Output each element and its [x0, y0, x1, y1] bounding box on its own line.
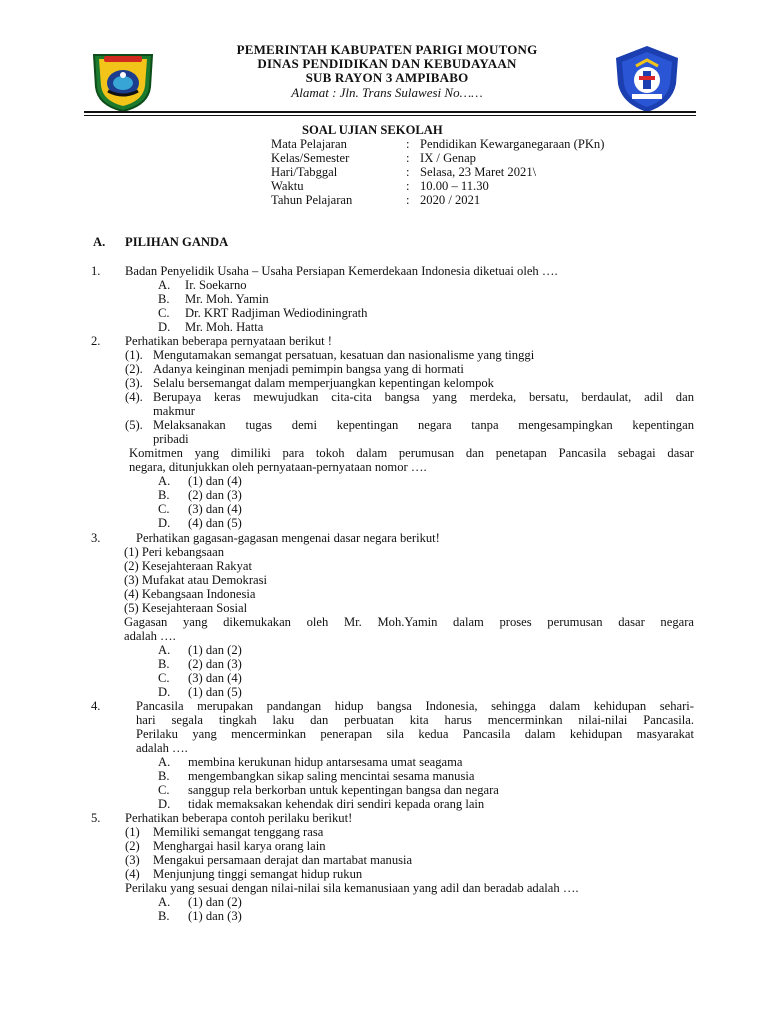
info-label-time: Waktu: [271, 179, 304, 193]
info-colon: :: [406, 179, 410, 193]
option-letter: B.: [158, 657, 170, 671]
idea-item: (2) Kesejahteraan Rakyat: [124, 559, 252, 573]
statement-text: Melaksanakan tugas demi kepentingan negara tanpa mengesampingkan kepentingan: [153, 418, 694, 432]
question-prompt-continued: negara, ditunjukkan oleh pernyataan-pernyataan nomor ….: [129, 460, 427, 474]
option-text: membina kerukunan hidup antarsesama umat seagama: [188, 755, 463, 769]
info-value-date: Selasa, 23 Maret 2021\: [420, 165, 537, 179]
question-number: 3.: [91, 531, 101, 545]
option-text: (3) dan (4): [188, 502, 242, 516]
option-text: (1) dan (3): [188, 909, 242, 923]
header-address: Alamat : Jln. Trans Sulawesi No……: [291, 85, 483, 100]
question-text: Perhatikan beberapa pernyataan berikut !: [125, 334, 332, 348]
question-prompt: Perilaku yang sesuai dengan nilai-nilai sila kemanusiaan yang adil dan beradab adalah ….: [125, 881, 579, 895]
option-letter: A.: [158, 643, 171, 657]
option-letter: D.: [158, 797, 171, 811]
header-rule-thin: [84, 115, 696, 116]
statement-number: (5).: [125, 418, 143, 432]
section-title: PILIHAN GANDA: [125, 235, 229, 249]
exam-title: SOAL UJIAN SEKOLAH: [302, 123, 443, 137]
behavior-number: (3): [125, 853, 140, 867]
option-letter: B.: [158, 909, 170, 923]
option-letter: B.: [158, 292, 170, 306]
behavior-number: (1): [125, 825, 140, 839]
option-letter: A.: [158, 895, 171, 909]
info-colon: :: [406, 165, 410, 179]
option-text: (1) dan (2): [188, 895, 242, 909]
header-line-3: SUB RAYON 3 AMPIBABO: [305, 70, 469, 85]
info-colon: :: [406, 193, 410, 207]
header-rule-thick: [84, 111, 696, 113]
question-number: 4.: [91, 699, 101, 713]
option-text: (3) dan (4): [188, 671, 242, 685]
statement-number: (3).: [125, 376, 143, 390]
option-text: tidak memaksakan kehendak diri sendiri kepada orang lain: [188, 797, 485, 811]
section-letter: A.: [93, 235, 106, 249]
info-label-date: Hari/Tabggal: [271, 165, 338, 179]
statement-text: Adanya keinginan menjadi pemimpin bangsa yang di hormati: [153, 362, 464, 376]
option-text: Mr. Moh. Hatta: [185, 320, 264, 334]
behavior-number: (4): [125, 867, 140, 881]
question-text-line: adalah ….: [136, 741, 188, 755]
question-number: 5.: [91, 811, 101, 825]
option-letter: D.: [158, 516, 171, 530]
info-value-class: IX / Genap: [420, 151, 476, 165]
statement-number: (1).: [125, 348, 143, 362]
idea-item: (4) Kebangsaan Indonesia: [124, 587, 256, 601]
question-number: 2.: [91, 334, 101, 348]
question-text-line: Perilaku yang mencerminkan penerapan sila kedua Pancasila dalam kehidupan masyarakat: [136, 727, 694, 741]
info-value-year: 2020 / 2021: [420, 193, 481, 207]
option-text: (4) dan (5): [188, 516, 242, 530]
question-prompt: Gagasan yang dikemukakan oleh Mr. Moh.Yamin dalam proses perumusan dasar negara: [124, 615, 694, 629]
info-colon: :: [406, 137, 410, 151]
header-line-2: DINAS PENDIDIKAN DAN KEBUDAYAAN: [257, 56, 517, 71]
statement-text-continued: makmur: [153, 404, 195, 418]
behavior-text: Menjunjung tinggi semangat hidup rukun: [153, 867, 363, 881]
option-letter: C.: [158, 502, 170, 516]
question-text: Perhatikan gagasan-gagasan mengenai dasar negara berikut!: [136, 531, 440, 545]
idea-item: (5) Kesejahteraan Sosial: [124, 601, 248, 615]
info-colon: :: [406, 151, 410, 165]
header-line-1: PEMERINTAH KABUPATEN PARIGI MOUTONG: [236, 42, 538, 57]
statement-text-continued: pribadi: [153, 432, 189, 446]
option-text: sanggup rela berkorban untuk kepentingan bangsa dan negara: [188, 783, 499, 797]
parigi-moutong-regency-logo: [90, 47, 156, 113]
option-text: (1) dan (2): [188, 643, 242, 657]
option-letter: C.: [158, 306, 170, 320]
option-letter: A.: [158, 474, 171, 488]
option-letter: D.: [158, 685, 171, 699]
statement-number: (2).: [125, 362, 143, 376]
info-label-year: Tahun Pelajaran: [271, 193, 353, 207]
statement-text: Selalu bersemangat dalam memperjuangkan kepentingan kelompok: [153, 376, 494, 390]
option-text: (1) dan (4): [188, 474, 242, 488]
option-letter: A.: [158, 278, 171, 292]
info-value-subject: Pendidikan Kewarganegaraan (PKn): [420, 137, 605, 151]
option-letter: C.: [158, 671, 170, 685]
statement-text: Mengutamakan semangat persatuan, kesatuan dan nasionalisme yang tinggi: [153, 348, 535, 362]
question-prompt-continued: adalah ….: [124, 629, 176, 643]
question-text-line: hari segala tingkah laku dan perbuatan kita harus mencerminkan nilai-nilai Pancasila.: [136, 713, 694, 727]
option-letter: C.: [158, 783, 170, 797]
idea-item: (1) Peri kebangsaan: [124, 545, 225, 559]
option-letter: B.: [158, 488, 170, 502]
tut-wuri-handayani-logo: [612, 44, 682, 114]
option-letter: D.: [158, 320, 171, 334]
question-text: Pancasila merupakan pandangan hidup bangsa Indonesia, sehingga dalam kehidupan sehari-: [136, 699, 694, 713]
question-text: Badan Penyelidik Usaha – Usaha Persiapan Kemerdekaan Indonesia diketuai oleh ….: [125, 264, 558, 278]
behavior-text: Menghargai hasil karya orang lain: [153, 839, 326, 853]
info-label-class: Kelas/Semester: [271, 151, 350, 165]
question-prompt: Komitmen yang dimiliki para tokoh dalam perumusan dan penetapan Pancasila sebagai dasar: [129, 446, 694, 460]
behavior-text: Memiliki semangat tenggang rasa: [153, 825, 324, 839]
question-text: Perhatikan beberapa contoh perilaku berikut!: [125, 811, 353, 825]
option-text: Dr. KRT Radjiman Wediodiningrath: [185, 306, 368, 320]
question-number: 1.: [91, 264, 101, 278]
idea-item: (3) Mufakat atau Demokrasi: [124, 573, 268, 587]
option-text: (2) dan (3): [188, 657, 242, 671]
option-text: (1) dan (5): [188, 685, 242, 699]
option-letter: A.: [158, 755, 171, 769]
option-text: mengembangkan sikap saling mencintai sesama manusia: [188, 769, 475, 783]
option-letter: B.: [158, 769, 170, 783]
info-value-time: 10.00 – 11.30: [420, 179, 489, 193]
option-text: Ir. Soekarno: [185, 278, 247, 292]
behavior-number: (2): [125, 839, 140, 853]
option-text: Mr. Moh. Yamin: [185, 292, 269, 306]
behavior-text: Mengakui persamaan derajat dan martabat manusia: [153, 853, 413, 867]
statement-number: (4).: [125, 390, 143, 404]
info-label-subject: Mata Pelajaran: [271, 137, 347, 151]
option-text: (2) dan (3): [188, 488, 242, 502]
statement-text: Berupaya keras mewujudkan cita-cita bangsa yang merdeka, bersatu, berdaulat, adil dan: [153, 390, 694, 404]
